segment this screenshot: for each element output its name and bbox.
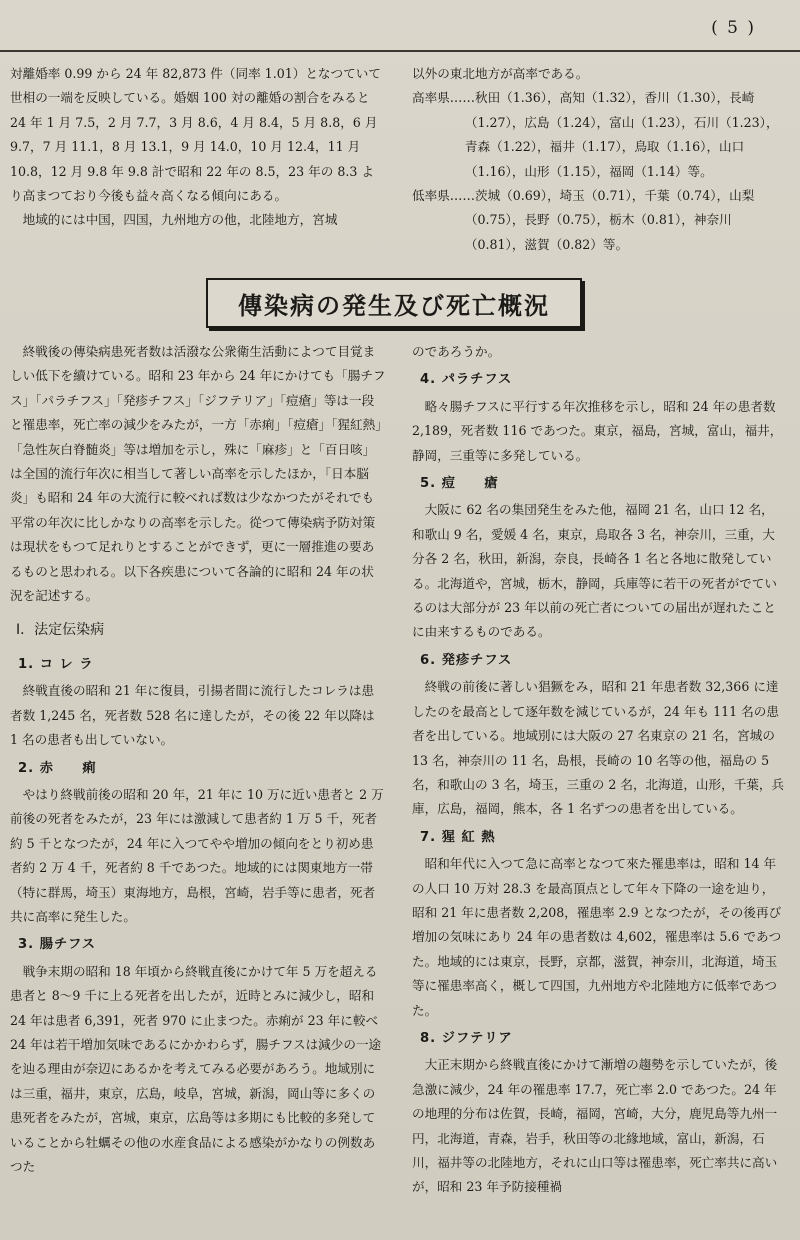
cholera-paragraph: 終戦直後の昭和 21 年に復員，引揚者間に流行したコレラは患者数 1,245 名，死者数 528 名に達したが，その後 22 年以降は 1 名の患者も出していない。: [10, 683, 375, 748]
regional-continuation: 以外の東北地方が高率である。: [412, 66, 589, 81]
dysentery-paragraph: やはり終戦前後の昭和 20 年，21 年に 10 万に近い患者と 2 万前後の死者をみたが，23 年には激減して患者約 1 万 5 千，死者約 5 千となつたが，24 年に入つてやや増加の傾向をとり初め患者約 2 万 4 千，死者約 8 千であつた。地域的には関東地方一帯（特に群馬，埼玉）東海地方，島根，宮崎，岩手等に患者，死者共に高率に発生した。: [10, 786, 384, 924]
body-right-column: [412, 340, 786, 1200]
typhoid-paragraph: 戦争末期の昭和 18 年頃から終戦直後にかけて年 5 万を超える患者と 8～9 千に上る死者を出したが，近時とみに減少し，昭和 24 年は患者 6,391，死者 970 に止まつた。赤痢が 23 年に較べ 24 年は若干増加気味であるにかかわらず，腸チフスは減少の一途を辿る理由が奈辺にあるかを考えてみる必要があろう。地域別には三重，福井，東京，広島，岐阜，宮城，新潟，岡山等に多くの患死者をみたが，宮城，東京，広島等は多期にも比較的多発していることから牡蠣その他の水産食品による感染がかなりの例数あつた: [10, 963, 382, 1174]
body-left-column: [10, 340, 386, 1179]
scarlet-fever-heading: 7. 猩 紅 熱: [420, 829, 496, 845]
typhus-paragraph: 終戦の前後に著しい猖獗をみ，昭和 21 年患者数 32,366 に達したのを最高として逐年数を減じているが，24 年も 111 名の患者を出している。地域別には大阪の 27 名東京の 21 名，宮城の 13 名，神奈川の 11 名，島根，長崎の 10 名等の他，福島の 5 名，和歌山の 3 名，埼玉，三重の 2 名，北海道，山形，千葉，兵庫，広島，福岡，熊本，各 1 名ずつの患者を出している。: [412, 679, 785, 817]
page-number: ( 5 ): [711, 18, 756, 38]
diphtheria-paragraph: 大正末期から終戦直後にかけて漸増の趨勢を示していたが，後急激に減少，24 年の罹患率 17.7，死亡率 2.0 であつた。24 年の地理的分布は佐賀，長崎，福岡，宮崎，大分，鹿児島等九州一円，北海道，青森，岩手，秋田等の北緣地域，富山，新潟，石川，福井等の北陸地方，それに山口等は罹患率，死亡率共に高いが，昭和 23 年予防接種禍: [412, 1057, 778, 1195]
section-title: 傳染病の発生及び死亡概況: [206, 278, 582, 328]
low-rate-list: 低率県……茨城（0.69），埼玉（0.71），千葉（0.74），山梨（0.75），長野（0.75），栃木（0.81），神奈川（0.81），滋賀（0.82）等。: [412, 188, 755, 252]
regional-paragraph: 地域的には中国，四国，九州地方の他，北陸地方，宮城: [22, 212, 338, 228]
top-right-column: [412, 62, 786, 257]
paratyphoid-paragraph: 略々腸チフスに平行する年次推移を示し，昭和 24 年の患者数 2,189，死者数 116 であつた。東京，福島，宮城，富山，福井，静岡，三重等に多発している。: [412, 398, 783, 463]
high-rate-list: 高率県……秋田（1.36），高知（1.32），香川（1.30），長崎（1.27），広島（1.24），富山（1.23），石川（1.23），青森（1.22），福井（1.17），鳥取（1.16），山口（1.16），山形（1.15），福岡（1.14）等。: [412, 90, 779, 179]
paratyphoid-heading: 4. パラチフス: [420, 372, 513, 388]
scarlet-fever-paragraph: 昭和年代に入つて急に高率となつて來た罹患率は，昭和 14 年の人口 10 万対 28.3 を最高頂点として年々下降の一途を辿り，昭和 21 年に患者数 2,208，罹患率 2.9 となつたが，その後再び増加の気味にあり 24 年の患者数は 4,602，罹患率は 5.6 であつた。地域的には東京，長野，京都，滋賀，神奈川，北海道，埼玉等に罹患率高く，概して四国，九州地方や北陸地方に低率であつた。: [412, 856, 782, 1018]
typhus-heading: 6. 発疹チフス: [420, 652, 513, 668]
cholera-heading: 1. コ レ ラ: [18, 656, 94, 672]
diphtheria-heading: 8. ジフテリア: [420, 1030, 513, 1046]
divorce-paragraph: 対離婚率 0.99 から 24 年 82,873 件（同率 1.01）となつていて世相の一端を反映している。婚姻 100 対の離婚の割合をみると 24 年 1 月 7.5，2 月 7.7，3 月 8.6，4 月 8.4，5 月 8.8，6 月 9.7，7 月 11.1，8 月 13.1，9 月 14.0，10 月 12.4，11 月 10.8，12 月 9.8 年 9.8 計で昭和 22 年の 8.5，23 年の 8.3 より高まつており今後も益々高くなる傾向にある。: [10, 66, 381, 204]
smallpox-paragraph: 大阪に 62 名の集団発生をみた他，福岡 21 名，山口 12 名，和歌山 9 名，愛媛 4 名，東京，鳥取各 3 名，神奈川，三重，大分各 2 名，秋田，新潟，奈良，長崎各 1 名と各地に散発している。北海道や，宮城，栃木，静岡，兵庫等に若干の死者がでているのは大部分が 23 年以前の死亡者についての届出が遅れたことに由来するものである。: [412, 502, 777, 640]
top-left-column: [10, 62, 386, 233]
smallpox-heading: 5. 痘 瘡: [420, 476, 499, 492]
section-heading: I．法定伝染病: [16, 622, 105, 639]
typhoid-heading: 3. 腸チフス: [18, 937, 96, 953]
header-rule: [0, 50, 800, 52]
dysentery-heading: 2. 赤 痢: [18, 760, 97, 776]
intro-paragraph: 終戦後の傳染病患死者数は活潑な公衆衛生活動によつて目覚ましい低下を續けている。昭和 23 年から 24 年にかけても「腸チフス」「パラチフス」「発疹チフス」「ジフテリア」「痘瘡」等は一段と罹患率，死亡率の減少をみたが，一方「赤痢」「痘瘡」「猩紅熱」「急性灰白脊髄炎」等は増加を示し，殊に「麻疹」と「百日咳」は全国的流行年次に相当して著しい高率を示したほか，「日本脳炎」も昭和 24 年の大流行に較べれば数は少なかつたがそれでも平常の年次に比しかなりの高率を示した。從つて傳染病予防対策は現状をもつて足れりとすることができず，更に一層推進の要あるものと思われる。以下各疾患について各論的に昭和 24 年の状況を記述する。: [10, 344, 386, 604]
typhoid-continuation: のであろうか。: [412, 344, 501, 359]
